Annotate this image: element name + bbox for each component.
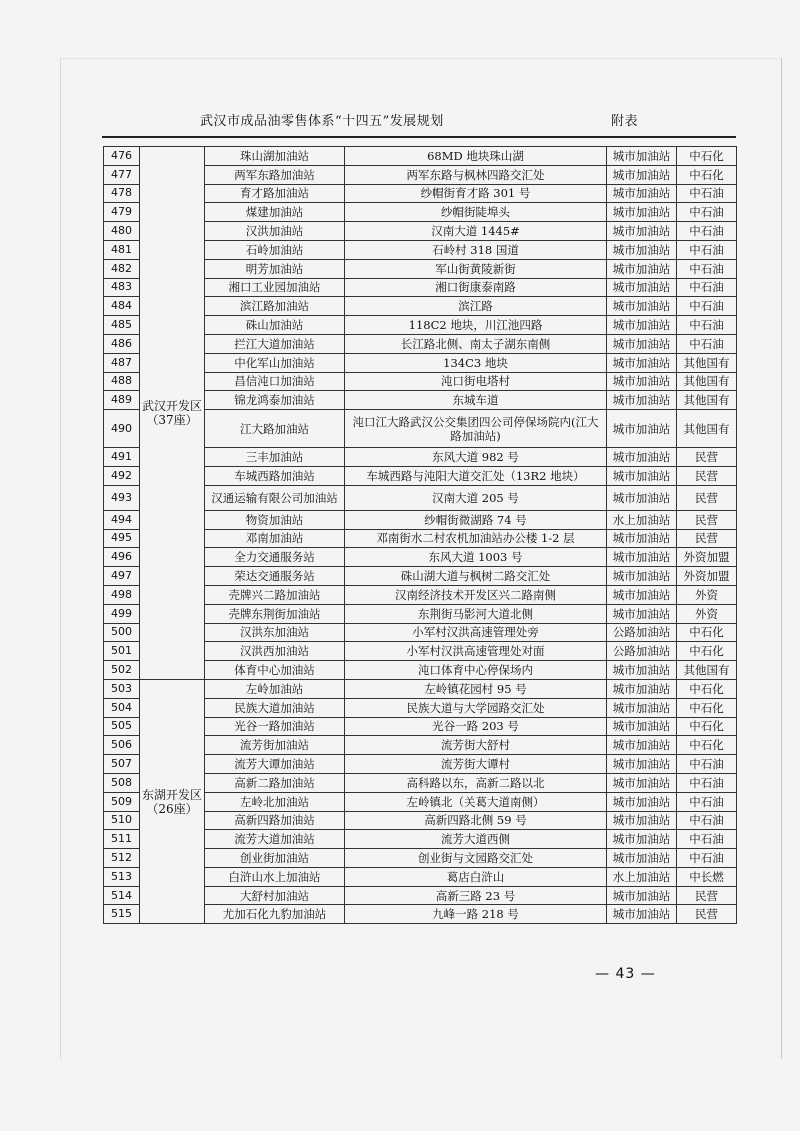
row-number: 478 [104, 184, 140, 203]
station-name: 高新四路加油站 [205, 811, 345, 830]
row-number: 490 [104, 410, 140, 448]
district-name: 武汉开发区 [142, 398, 203, 413]
station-name: 流芳大道加油站 [205, 830, 345, 849]
station-name: 民族大道加油站 [205, 698, 345, 717]
station-type: 城市加油站 [607, 567, 677, 586]
station-address: 军山街黄陵新街 [345, 259, 607, 278]
station-type: 水上加油站 [607, 867, 677, 886]
station-address: 流芳街大谭村 [345, 755, 607, 774]
station-owner: 中石油 [677, 755, 737, 774]
station-owner: 中石化 [677, 679, 737, 698]
station-address: 小军村汉洪高速管理处旁 [345, 623, 607, 642]
station-owner: 民营 [677, 448, 737, 467]
station-address: 葛店白浒山 [345, 867, 607, 886]
row-number: 505 [104, 717, 140, 736]
station-type: 城市加油站 [607, 203, 677, 222]
station-type: 城市加油站 [607, 165, 677, 184]
row-number: 507 [104, 755, 140, 774]
row-number: 515 [104, 905, 140, 924]
station-type: 城市加油站 [607, 773, 677, 792]
station-owner: 中石化 [677, 623, 737, 642]
station-owner: 民营 [677, 485, 737, 510]
station-owner: 外资加盟 [677, 567, 737, 586]
station-name: 珠山湖加油站 [205, 147, 345, 166]
station-name: 尤加石化九豹加油站 [205, 905, 345, 924]
station-type: 城市加油站 [607, 529, 677, 548]
station-type: 城市加油站 [607, 297, 677, 316]
table-row [104, 147, 737, 166]
station-owner: 外资 [677, 585, 737, 604]
row-number: 504 [104, 698, 140, 717]
station-owner: 中石化 [677, 736, 737, 755]
station-owner: 中石油 [677, 203, 737, 222]
station-address: 车城西路与沌阳大道交汇处（13R2 地块） [345, 466, 607, 485]
row-number: 491 [104, 448, 140, 467]
station-name: 体育中心加油站 [205, 661, 345, 680]
row-number: 500 [104, 623, 140, 642]
header-rule [102, 136, 736, 138]
station-owner: 中石油 [677, 811, 737, 830]
station-type: 城市加油站 [607, 184, 677, 203]
station-owner: 中石化 [677, 147, 737, 166]
row-number: 484 [104, 297, 140, 316]
station-name: 明芳加油站 [205, 259, 345, 278]
row-number: 487 [104, 353, 140, 372]
station-type: 城市加油站 [607, 585, 677, 604]
station-address: 滨江路 [345, 297, 607, 316]
row-number: 503 [104, 679, 140, 698]
station-owner: 其他国有 [677, 372, 737, 391]
row-number: 513 [104, 867, 140, 886]
row-number: 480 [104, 222, 140, 241]
station-type: 城市加油站 [607, 661, 677, 680]
station-address: 纱帽街微湖路 74 号 [345, 510, 607, 529]
row-number: 506 [104, 736, 140, 755]
header-appendix-label: 附表 [610, 114, 638, 129]
station-address: 134C3 地块 [345, 353, 607, 372]
district-count: （26座） [146, 801, 198, 816]
header-title: 武汉市成品油零售体系“十四五”发展规划 [200, 114, 444, 129]
station-owner: 中石化 [677, 698, 737, 717]
station-owner: 中石油 [677, 222, 737, 241]
station-owner: 中石油 [677, 830, 737, 849]
station-owner: 其他国有 [677, 353, 737, 372]
station-address: 东城车道 [345, 391, 607, 410]
station-address: 邓南街水二村农机加油站办公楼 1-2 层 [345, 529, 607, 548]
station-address: 东荆街马影河大道北侧 [345, 604, 607, 623]
row-number: 489 [104, 391, 140, 410]
station-name: 滨江路加油站 [205, 297, 345, 316]
station-type: 城市加油站 [607, 717, 677, 736]
row-number: 499 [104, 604, 140, 623]
station-type: 城市加油站 [607, 886, 677, 905]
station-address: 68MD 地块珠山湖 [345, 147, 607, 166]
station-address: 东风大道 982 号 [345, 448, 607, 467]
station-address: 民族大道与大学园路交汇处 [345, 698, 607, 717]
station-type: 水上加油站 [607, 510, 677, 529]
page-number: — 43 — [595, 966, 656, 982]
station-type: 城市加油站 [607, 372, 677, 391]
station-name: 两军东路加油站 [205, 165, 345, 184]
station-name: 流芳大谭加油站 [205, 755, 345, 774]
station-address: 流芳街大舒村 [345, 736, 607, 755]
station-owner: 外资 [677, 604, 737, 623]
station-type: 城市加油站 [607, 849, 677, 868]
station-name: 三丰加油站 [205, 448, 345, 467]
station-type: 城市加油站 [607, 448, 677, 467]
station-address: 左岭镇北（关葛大道南侧） [345, 792, 607, 811]
station-owner: 中石化 [677, 717, 737, 736]
station-name: 流芳街加油站 [205, 736, 345, 755]
station-address: 纱帽街育才路 301 号 [345, 184, 607, 203]
station-address: 高科路以东，高新二路以北 [345, 773, 607, 792]
station-name: 全力交通服务站 [205, 548, 345, 567]
station-name: 左岭加油站 [205, 679, 345, 698]
station-owner: 民营 [677, 510, 737, 529]
station-address: 两军东路与枫林四路交汇处 [345, 165, 607, 184]
row-number: 502 [104, 661, 140, 680]
station-name: 汉洪西加油站 [205, 642, 345, 661]
station-type: 城市加油站 [607, 278, 677, 297]
station-name: 拦江大道加油站 [205, 334, 345, 353]
station-owner: 中石油 [677, 297, 737, 316]
station-type: 城市加油站 [607, 466, 677, 485]
station-owner: 中石化 [677, 165, 737, 184]
row-number: 501 [104, 642, 140, 661]
row-number: 494 [104, 510, 140, 529]
row-number: 493 [104, 485, 140, 510]
station-address: 汉南经济技术开发区兴二路南侧 [345, 585, 607, 604]
gas-station-table [103, 146, 737, 924]
station-type: 城市加油站 [607, 222, 677, 241]
station-owner: 外资加盟 [677, 548, 737, 567]
station-owner: 中石油 [677, 773, 737, 792]
station-address: 左岭镇花园村 95 号 [345, 679, 607, 698]
station-name: 湘口工业园加油站 [205, 278, 345, 297]
row-number: 485 [104, 316, 140, 335]
station-name: 物资加油站 [205, 510, 345, 529]
district-cell [140, 147, 205, 680]
station-type: 城市加油站 [607, 792, 677, 811]
row-number: 498 [104, 585, 140, 604]
station-type: 城市加油站 [607, 698, 677, 717]
station-name: 车城西路加油站 [205, 466, 345, 485]
station-type: 城市加油站 [607, 830, 677, 849]
station-name: 中化军山加油站 [205, 353, 345, 372]
row-number: 488 [104, 372, 140, 391]
station-owner: 中长燃 [677, 867, 737, 886]
row-number: 476 [104, 147, 140, 166]
row-number: 514 [104, 886, 140, 905]
station-address: 石岭村 318 国道 [345, 240, 607, 259]
station-type: 城市加油站 [607, 736, 677, 755]
station-owner: 民营 [677, 466, 737, 485]
station-type: 城市加油站 [607, 147, 677, 166]
row-number: 492 [104, 466, 140, 485]
station-address: 118C2 地块，川江池四路 [345, 316, 607, 335]
district-count: （37座） [146, 412, 198, 427]
row-number: 486 [104, 334, 140, 353]
row-number: 477 [104, 165, 140, 184]
station-address: 沌口江大路武汉公交集团四公司停保场院内(江大路加油站) [345, 410, 607, 448]
station-name: 白浒山水上加油站 [205, 867, 345, 886]
station-type: 城市加油站 [607, 353, 677, 372]
station-name: 大舒村加油站 [205, 886, 345, 905]
row-number: 496 [104, 548, 140, 567]
station-owner: 其他国有 [677, 391, 737, 410]
station-address: 汉南大道 1445# [345, 222, 607, 241]
station-address: 高新三路 23 号 [345, 886, 607, 905]
station-type: 城市加油站 [607, 755, 677, 774]
station-type: 公路加油站 [607, 642, 677, 661]
row-number: 512 [104, 849, 140, 868]
station-type: 城市加油站 [607, 391, 677, 410]
station-address: 高新四路北侧 59 号 [345, 811, 607, 830]
row-number: 509 [104, 792, 140, 811]
station-name: 左岭北加油站 [205, 792, 345, 811]
station-type: 城市加油站 [607, 905, 677, 924]
station-name: 荣达交通服务站 [205, 567, 345, 586]
station-owner: 中石油 [677, 849, 737, 868]
station-name: 汉通运输有限公司加油站 [205, 485, 345, 510]
station-type: 城市加油站 [607, 548, 677, 567]
station-address: 创业街与文园路交汇处 [345, 849, 607, 868]
station-owner: 中石油 [677, 792, 737, 811]
station-owner: 中石油 [677, 184, 737, 203]
station-address: 沌口街电塔村 [345, 372, 607, 391]
station-owner: 其他国有 [677, 410, 737, 448]
station-name: 汉洪加油站 [205, 222, 345, 241]
station-owner: 民营 [677, 905, 737, 924]
station-name: 硃山加油站 [205, 316, 345, 335]
station-name: 昌信沌口加油站 [205, 372, 345, 391]
station-owner: 中石油 [677, 240, 737, 259]
station-name: 壳牌兴二路加油站 [205, 585, 345, 604]
row-number: 508 [104, 773, 140, 792]
station-name: 创业街加油站 [205, 849, 345, 868]
station-type: 城市加油站 [607, 410, 677, 448]
station-owner: 中石油 [677, 316, 737, 335]
row-number: 483 [104, 278, 140, 297]
station-name: 光谷一路加油站 [205, 717, 345, 736]
station-address: 流芳大道西侧 [345, 830, 607, 849]
station-address: 小军村汉洪高速管理处对面 [345, 642, 607, 661]
station-address: 长江路北侧、南太子湖东南侧 [345, 334, 607, 353]
row-number: 482 [104, 259, 140, 278]
page-header [200, 108, 638, 130]
station-name: 壳牌东荆街加油站 [205, 604, 345, 623]
station-name: 汉洪东加油站 [205, 623, 345, 642]
station-name: 锦龙鸿泰加油站 [205, 391, 345, 410]
station-address: 硃山湖大道与枫树二路交汇处 [345, 567, 607, 586]
station-name: 石岭加油站 [205, 240, 345, 259]
station-address: 光谷一路 203 号 [345, 717, 607, 736]
row-number: 495 [104, 529, 140, 548]
station-type: 城市加油站 [607, 604, 677, 623]
station-name: 高新二路加油站 [205, 773, 345, 792]
station-name: 育才路加油站 [205, 184, 345, 203]
station-owner: 中石油 [677, 278, 737, 297]
row-number: 497 [104, 567, 140, 586]
station-name: 煤建加油站 [205, 203, 345, 222]
station-type: 城市加油站 [607, 485, 677, 510]
station-type: 城市加油站 [607, 811, 677, 830]
station-address: 汉南大道 205 号 [345, 485, 607, 510]
table-row [104, 679, 737, 698]
station-address: 湘口街康泰南路 [345, 278, 607, 297]
station-type: 城市加油站 [607, 240, 677, 259]
station-owner: 其他国有 [677, 661, 737, 680]
station-type: 城市加油站 [607, 334, 677, 353]
station-owner: 民营 [677, 529, 737, 548]
station-address: 东风大道 1003 号 [345, 548, 607, 567]
station-owner: 中石化 [677, 642, 737, 661]
row-number: 479 [104, 203, 140, 222]
station-owner: 民营 [677, 886, 737, 905]
station-name: 江大路加油站 [205, 410, 345, 448]
station-type: 公路加油站 [607, 623, 677, 642]
district-cell [140, 679, 205, 923]
station-type: 城市加油站 [607, 316, 677, 335]
station-type: 城市加油站 [607, 679, 677, 698]
station-owner: 中石油 [677, 259, 737, 278]
row-number: 481 [104, 240, 140, 259]
row-number: 511 [104, 830, 140, 849]
station-owner: 中石油 [677, 334, 737, 353]
station-address: 纱帽街陡埠头 [345, 203, 607, 222]
station-type: 城市加油站 [607, 259, 677, 278]
station-address: 沌口体育中心停保场内 [345, 661, 607, 680]
station-name: 邓南加油站 [205, 529, 345, 548]
station-address: 九峰一路 218 号 [345, 905, 607, 924]
row-number: 510 [104, 811, 140, 830]
district-name: 东湖开发区 [142, 787, 203, 802]
